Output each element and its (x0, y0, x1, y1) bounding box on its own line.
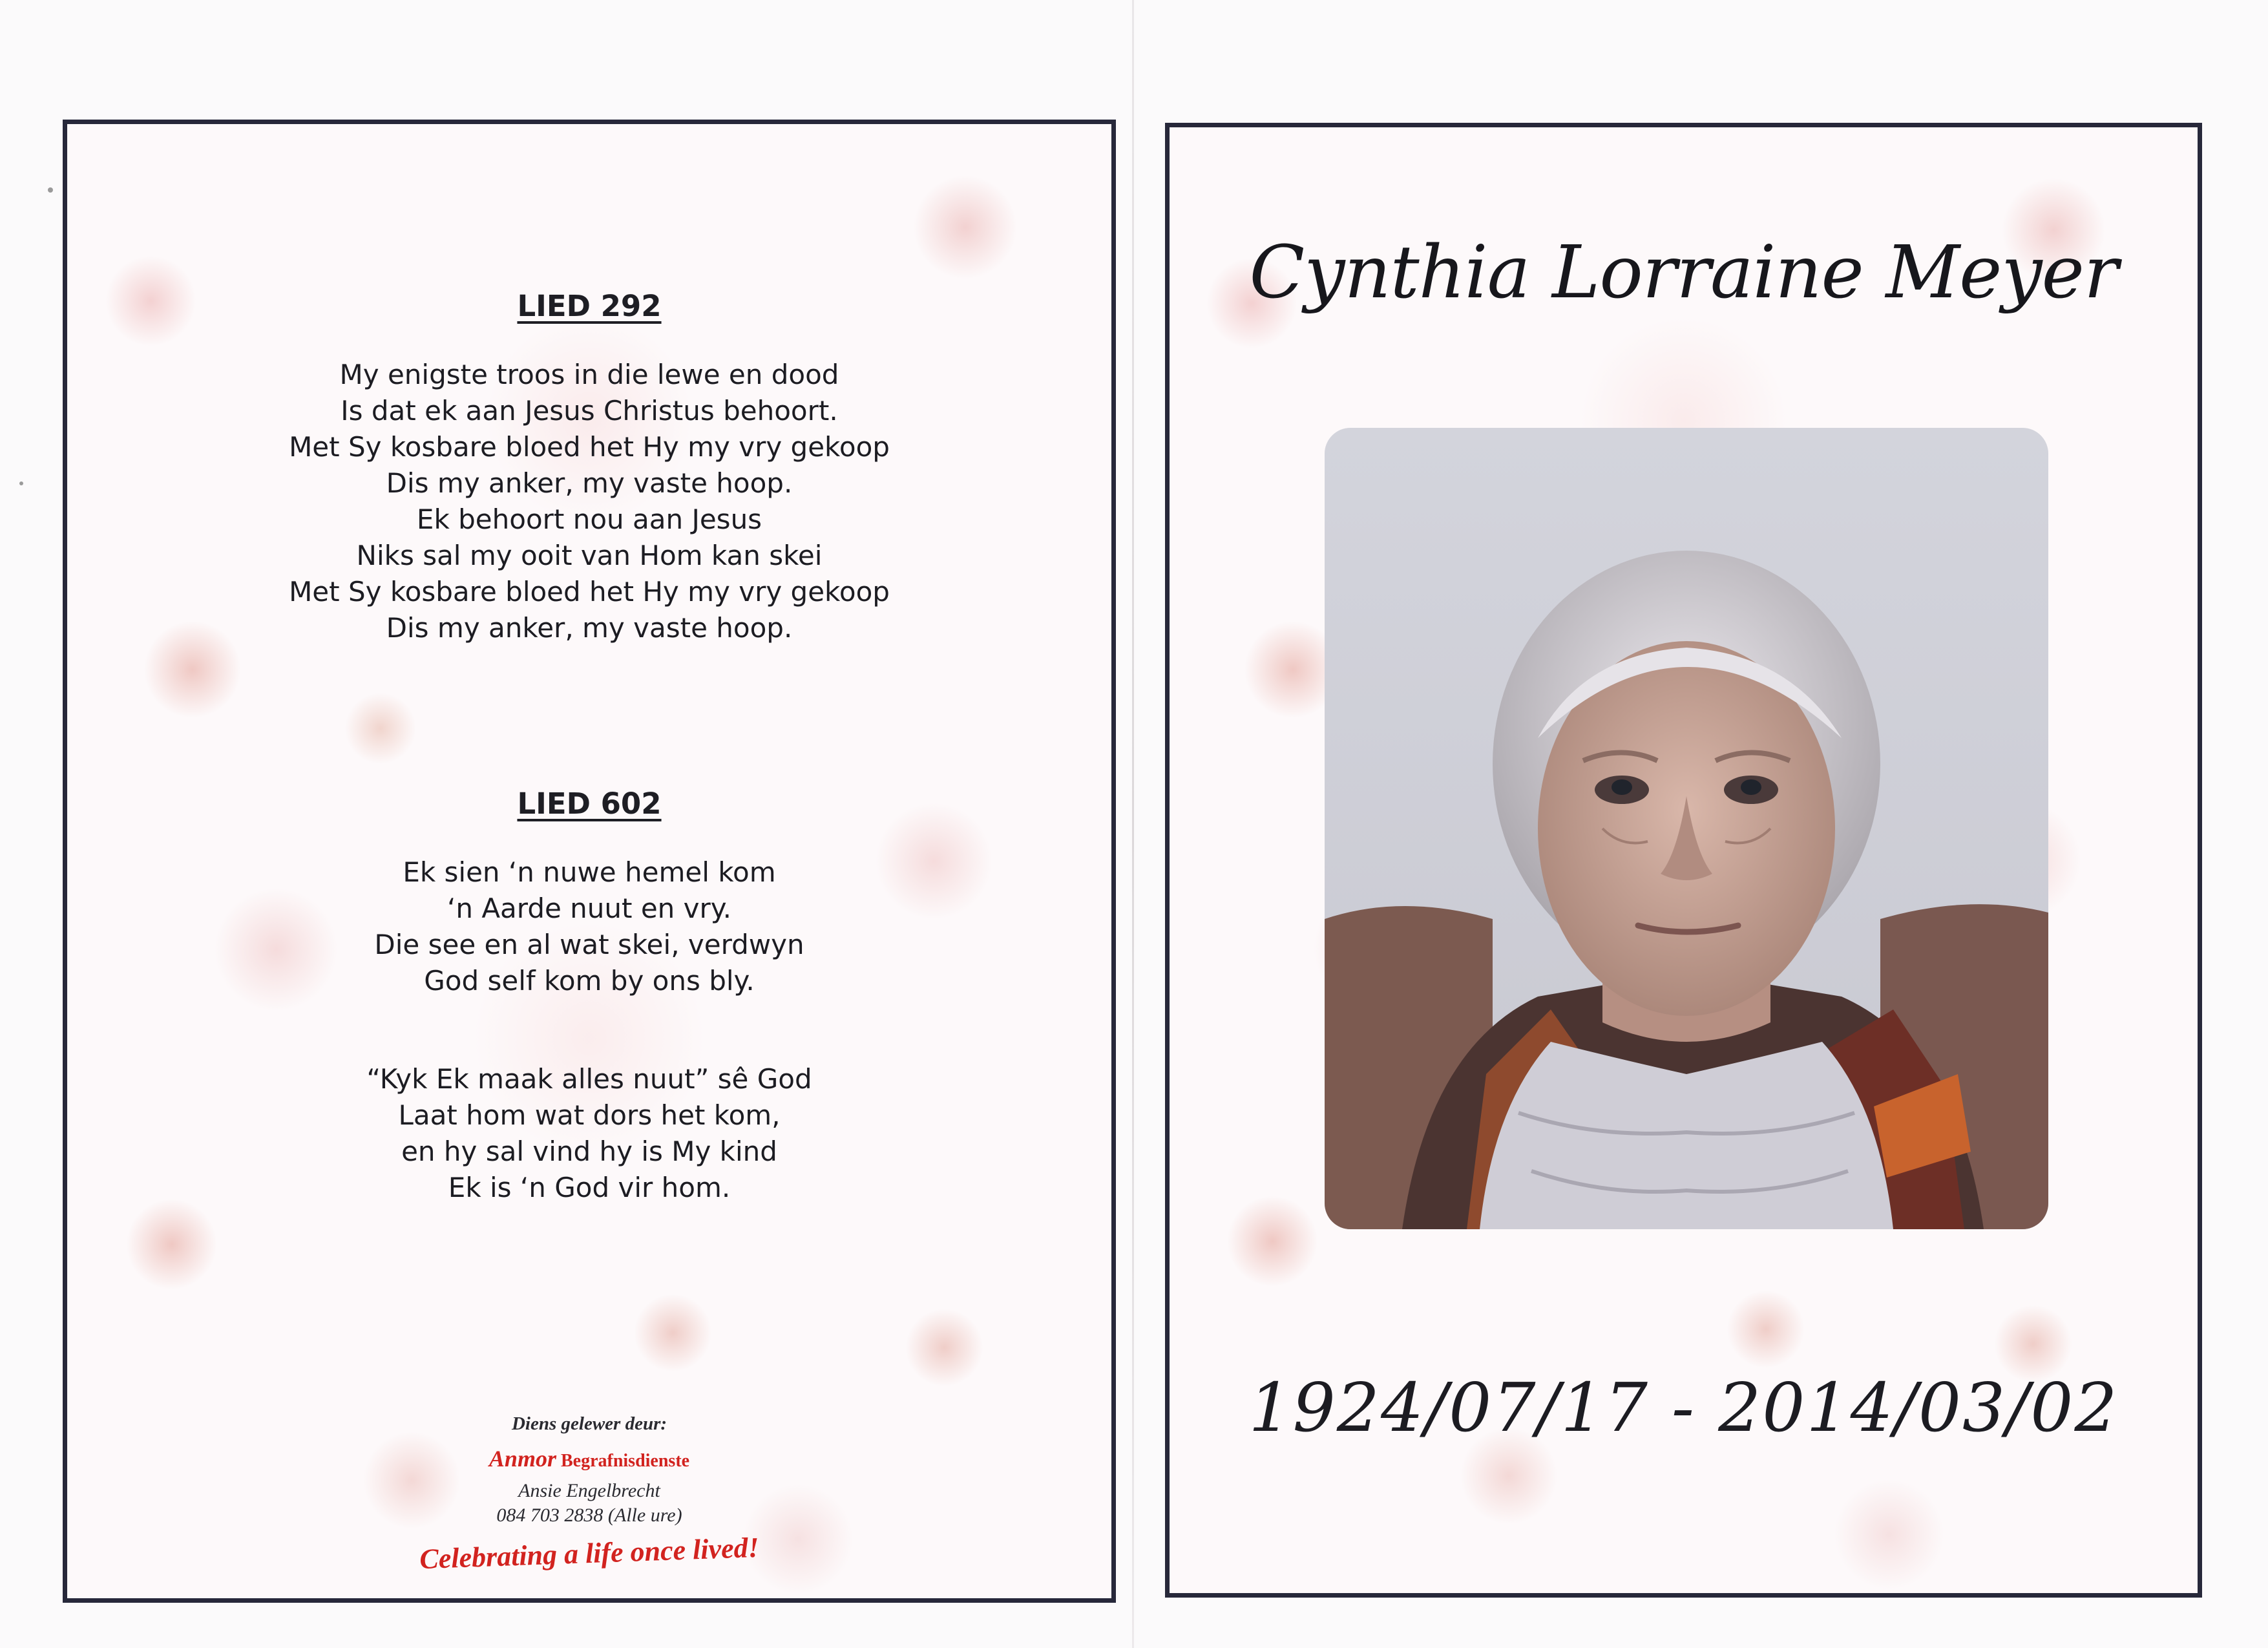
hymn-stanza (67, 854, 1111, 999)
verse-line: Ek sien ‘n nuwe hemel kom (403, 856, 776, 888)
hymn-stanza (67, 357, 1111, 646)
verse-line: Dis my anker, my vaste hoop. (386, 612, 793, 644)
verse-line: Is dat ek aan Jesus Christus behoort. (341, 395, 838, 427)
verse-line: Die see en al wat skei, verdwyn (374, 929, 804, 960)
page-fold (1132, 0, 1134, 1648)
verse-line: Niks sal my ooit van Hom kan skei (356, 540, 823, 571)
tagline: Celebrating a life once lived! (419, 1531, 760, 1576)
served-by-label: Diens gelewer deur: (511, 1413, 667, 1434)
hymn-title: LIED 602 (517, 787, 662, 821)
hymn-stanza (67, 1061, 1111, 1206)
funeral-company (67, 1445, 1111, 1472)
verse-line: en hy sal vind hy is My kind (401, 1136, 777, 1167)
verse-line: God self kom by ons bly. (424, 965, 755, 997)
verse-line: Ek behoort nou aan Jesus (416, 503, 762, 535)
verse-line: Laat hom wat dors het kom, (398, 1099, 781, 1131)
verse-line: Met Sy kosbare bloed het Hy my vry gekoop (289, 431, 890, 463)
portrait-illustration (1325, 428, 2048, 1229)
verse-line: My enigste troos in die lewe en dood (339, 359, 839, 390)
scan-speck (19, 481, 23, 485)
contact-phone: 084 703 2838 (Alle ure) (496, 1505, 682, 1526)
verse-line: Ek is ‘n God vir hom. (448, 1172, 731, 1203)
verse-line: “Kyk Ek maak alles nuut” sê God (366, 1063, 812, 1095)
hymn-title: LIED 292 (517, 289, 662, 323)
verse-line: ‘n Aarde nuut en vry. (447, 893, 731, 924)
portrait-photo (1325, 428, 2048, 1229)
life-dates: 1924/07/17 - 2014/03/02 (1248, 1368, 2119, 1447)
verse-line: Dis my anker, my vaste hoop. (386, 467, 793, 499)
scan-speck (48, 187, 53, 193)
cover-page (1165, 123, 2202, 1598)
verse-line: Met Sy kosbare bloed het Hy my vry gekoop (289, 576, 890, 607)
deceased-name: Cynthia Lorraine Meyer (1249, 231, 2118, 315)
company-name: Begrafnisdienste (556, 1451, 690, 1471)
contact-name: Ansie Engelbrecht (518, 1480, 660, 1501)
hymn-page (63, 120, 1116, 1603)
funeral-credits (67, 1413, 1111, 1576)
company-logo-script: Anmor (488, 1446, 556, 1472)
